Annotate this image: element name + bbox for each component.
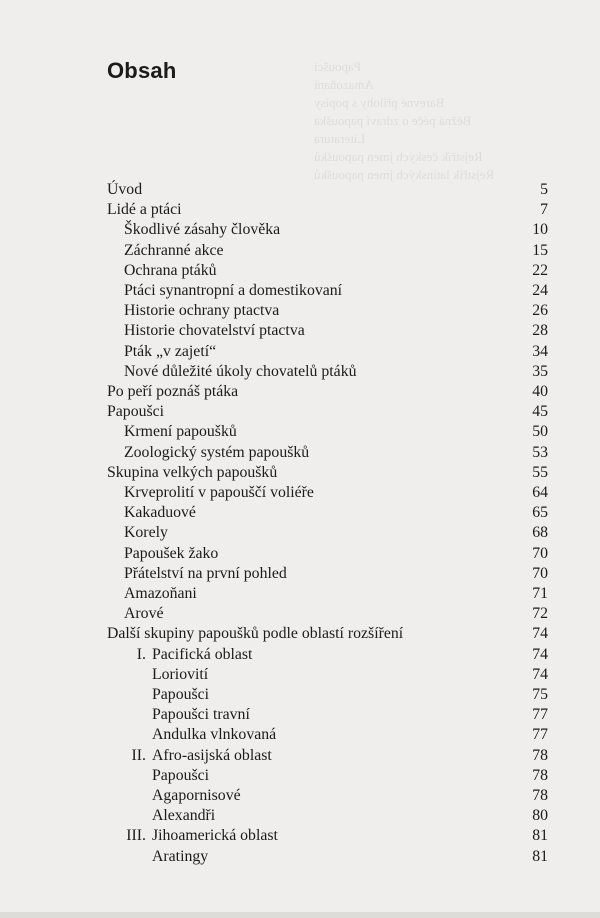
toc-entry	[0, 200, 600, 220]
toc-entry	[0, 523, 600, 543]
toc-entry-label: Papoušci travní	[152, 706, 250, 724]
toc-entry-page: 74	[532, 645, 548, 663]
toc-entry-label: Afro-asijská oblast	[152, 746, 272, 764]
toc-entry-page: 80	[532, 807, 548, 825]
toc-entry-label: Andulka vlnkovaná	[152, 726, 277, 744]
toc-entry	[0, 725, 600, 745]
toc-entry-page: 77	[532, 706, 548, 724]
toc-entry-page: 74	[532, 665, 548, 683]
toc-entry-page: 15	[532, 241, 548, 259]
toc-entry-label: Zoologický systém papoušků	[124, 443, 310, 461]
toc-entry-label: Papoušci	[107, 403, 165, 421]
toc-entry	[0, 847, 600, 867]
toc-entry-page: 65	[532, 504, 548, 522]
toc-entry-page: 50	[532, 423, 548, 441]
toc-entry-label: Kakaduové	[124, 504, 196, 522]
toc-entry-label: Arové	[124, 605, 164, 623]
toc-entry-page: 10	[532, 221, 548, 239]
toc-entry-label: Další skupiny papoušků podle oblastí rozšíření	[107, 625, 404, 643]
toc-entry-page: 74	[532, 625, 548, 643]
toc-entry-label: Pták „v zajetí“	[124, 342, 217, 360]
toc-entry-page: 40	[532, 383, 548, 400]
toc-entry-page: 55	[532, 463, 548, 481]
toc-entry-label: Agapornisové	[152, 787, 241, 804]
toc-entry-page: 75	[532, 686, 548, 703]
toc-entry	[0, 483, 600, 503]
toc-entry	[0, 645, 600, 665]
toc-entry	[0, 564, 600, 584]
toc-entry	[0, 806, 600, 826]
toc-entry-label: Papoušci	[152, 766, 210, 784]
toc-entry-page: 70	[532, 544, 548, 562]
toc-entry-page: 34	[532, 342, 548, 360]
toc-entry-label: Přátelství na první pohled	[124, 564, 287, 582]
toc-entry	[0, 826, 600, 846]
toc-entry-label: Korely	[124, 524, 168, 542]
toc-entry	[0, 544, 600, 564]
toc-entry	[0, 584, 600, 604]
toc-entry-page: 45	[532, 403, 548, 421]
toc-entry-page: 78	[532, 766, 548, 784]
toc-entry-label: Jihoamerická oblast	[152, 827, 278, 845]
toc-entry-numeral: III.	[126, 827, 146, 845]
toc-entry	[0, 241, 600, 261]
toc-entry-page: 78	[532, 746, 548, 764]
page-edge	[0, 912, 600, 918]
toc-entry-page: 22	[532, 261, 548, 279]
toc-entry	[0, 463, 600, 483]
toc-entry	[0, 705, 600, 725]
toc-entry-page: 64	[532, 484, 548, 501]
toc-entry-label: Škodlivé zásahy člověka	[124, 221, 281, 239]
page-title: Obsah	[107, 58, 177, 83]
toc-entry	[0, 382, 600, 402]
toc-entry-label: Papoušek žako	[124, 544, 219, 562]
toc-entry-label: Nové důležité úkoly chovatelů ptáků	[124, 362, 357, 380]
toc-entry-numeral: I.	[136, 645, 146, 663]
toc-entry	[0, 685, 600, 705]
toc-entry-page: 77	[532, 726, 548, 744]
toc-entry-page: 26	[532, 302, 548, 320]
toc-entry	[0, 624, 600, 644]
toc-entry-label: Krveprolití v papouščí voliéře	[124, 484, 314, 501]
toc-entry	[0, 503, 600, 523]
show-through-text: Papoušci Amazoňani Barevné přílohy s popisy Běžná péče o zdraví papouška Literatura Rejstřík českých jmen papoušků Rejstřík latinských jmen papoušků	[314, 59, 495, 182]
toc-entry-label: Ptáci synantropní a domestikovaní	[124, 282, 343, 299]
toc-entry-page: 53	[532, 443, 548, 461]
toc-entry-label: Úvod	[107, 181, 143, 198]
toc-entry-label: Amazoňani	[124, 585, 197, 602]
toc-entry	[0, 422, 600, 442]
toc-entry-label: Aratingy	[152, 847, 209, 865]
toc-entry-page: 71	[532, 585, 548, 602]
toc-entry-label: Pacifická oblast	[152, 645, 253, 663]
toc-entry-label: Po peří poznáš ptáka	[107, 383, 239, 400]
toc-entry-page: 68	[532, 524, 548, 542]
toc-entry	[0, 786, 600, 806]
toc-entry-page: 5	[540, 181, 548, 198]
toc-entry-label: Loriovití	[152, 665, 209, 683]
toc-entry-numeral: II.	[131, 746, 146, 764]
toc-entry-label: Krmení papoušků	[124, 423, 237, 441]
toc-entry	[0, 665, 600, 685]
toc-entry	[0, 220, 600, 240]
toc-entry-page: 70	[532, 564, 548, 582]
toc-entry	[0, 321, 600, 341]
toc-entry-label: Alexandři	[152, 807, 216, 825]
toc-entry	[0, 443, 600, 463]
toc-entry	[0, 180, 600, 200]
toc-entry-label: Ochrana ptáků	[124, 261, 217, 279]
toc-entry-label: Skupina velkých papoušků	[107, 463, 278, 481]
toc-entry-page: 81	[532, 827, 548, 845]
toc-entry-page: 35	[532, 362, 548, 380]
toc-entry-label: Papoušci	[152, 686, 210, 703]
toc-entry	[0, 746, 600, 766]
toc-entry-page: 28	[532, 322, 548, 340]
toc-entry-page: 78	[532, 787, 548, 804]
toc-entry	[0, 604, 600, 624]
toc-entry	[0, 301, 600, 321]
toc-entry	[0, 261, 600, 281]
toc-entry-label: Historie ochrany ptactva	[124, 302, 280, 320]
toc-entry-label: Lidé a ptáci	[107, 201, 182, 219]
toc-entry	[0, 281, 600, 301]
toc-entry-page: 81	[532, 847, 548, 865]
toc-entry-label: Historie chovatelství ptactva	[124, 322, 305, 340]
toc-entry-page: 7	[540, 201, 548, 219]
toc-entry-page: 24	[532, 282, 548, 299]
toc-entry	[0, 766, 600, 786]
toc-entry-label: Záchranné akce	[124, 241, 224, 259]
toc-entry	[0, 362, 600, 382]
toc-entry	[0, 402, 600, 422]
toc-entry-page: 72	[532, 605, 548, 623]
toc-entry	[0, 342, 600, 362]
